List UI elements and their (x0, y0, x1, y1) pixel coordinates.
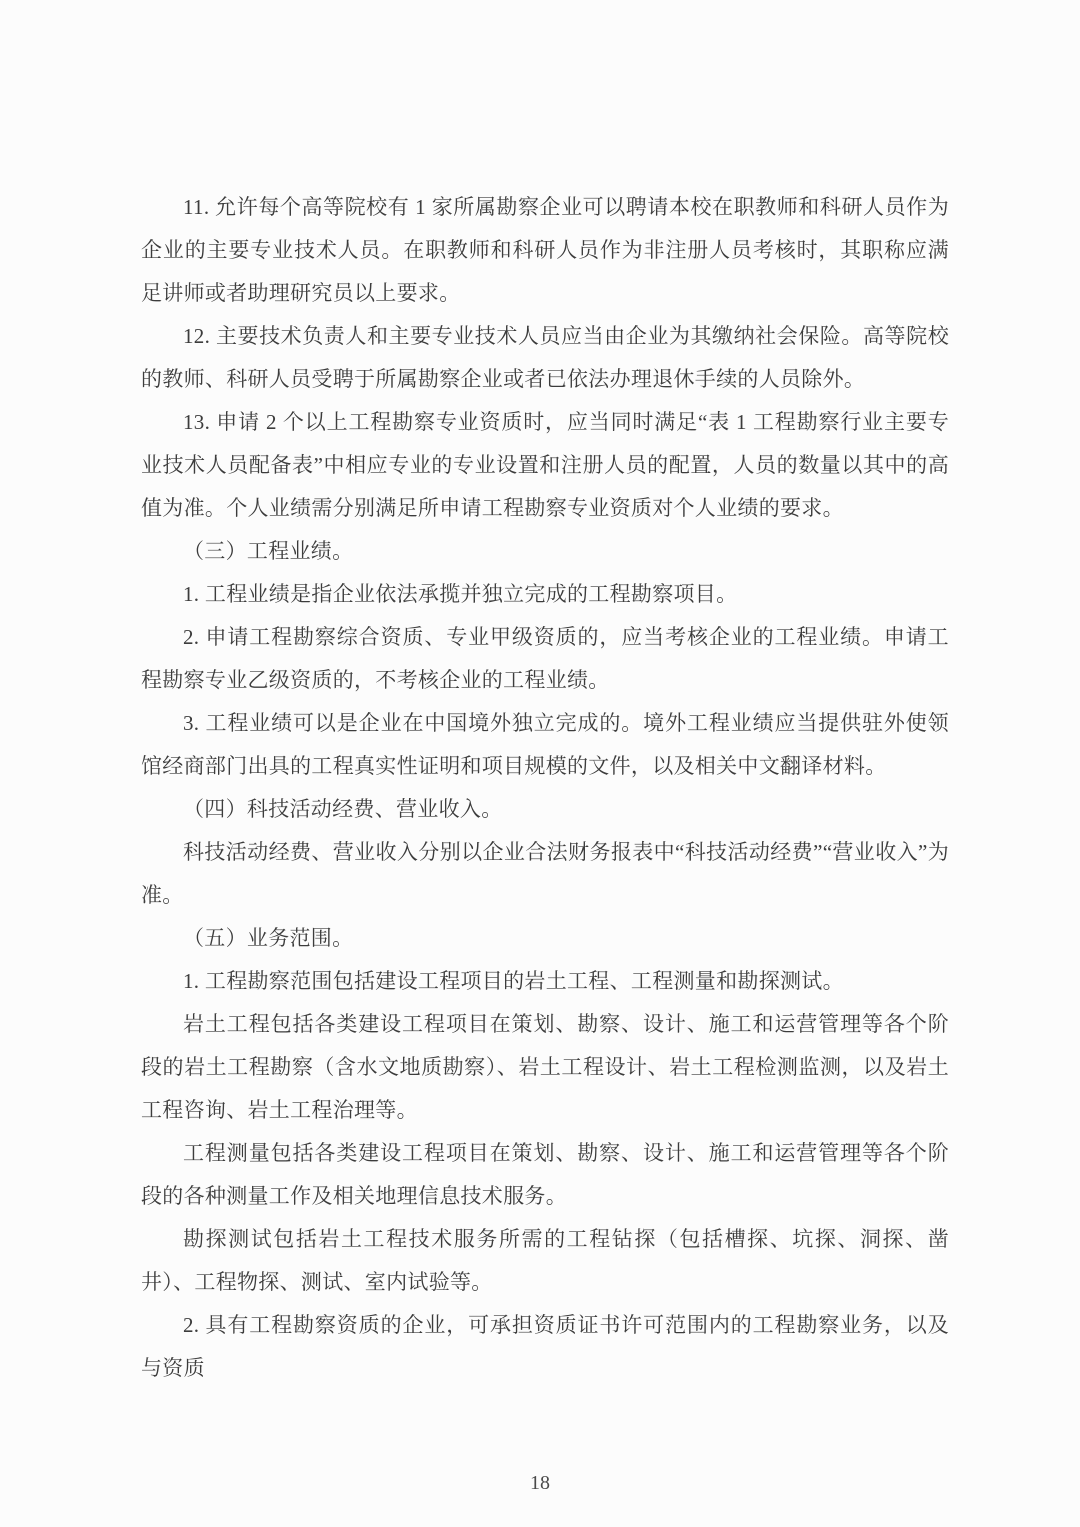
paragraph-item: 2. 具有工程勘察资质的企业，可承担资质证书许可范围内的工程勘察业务，以及与资质 (141, 1313, 949, 1380)
paragraph-item: 工程测量包括各类建设工程项目在策划、勘察、设计、施工和运营管理等各个阶段的各种测量工作及相关地理信息技术服务。 (141, 1141, 949, 1208)
paragraph-item: 科技活动经费、营业收入分别以企业合法财务报表中“科技活动经费”“营业收入”为准。 (141, 840, 949, 907)
page-footer (0, 1468, 1080, 1498)
paragraph-item-12: 12. 主要技术负责人和主要专业技术人员应当由企业为其缴纳社会保险。高等院校的教师、科研人员受聘于所属勘察企业或者已依法办理退休手续的人员除外。 (141, 324, 949, 391)
paragraph-item: 2. 申请工程勘察综合资质、专业甲级资质的，应当考核企业的工程业绩。申请工程勘察专业乙级资质的，不考核企业的工程业绩。 (141, 625, 949, 692)
section-heading-4: （四）科技活动经费、营业收入。 (183, 797, 503, 821)
paragraph-item: 勘探测试包括岩土工程技术服务所需的工程钻探（包括槽探、坑探、洞探、凿井）、工程物探、测试、室内试验等。 (141, 1227, 949, 1294)
paragraph-item-13: 13. 申请 2 个以上工程勘察专业资质时，应当同时满足“表 1 工程勘察行业主要专业技术人员配备表”中相应专业的专业设置和注册人员的配置，人员的数量以其中的高值为准。个人业绩需分别满足所申请工程勘察专业资质对个人业绩的要求。 (141, 410, 949, 520)
page-number: 18 (530, 1472, 550, 1494)
paragraph-item: 1. 工程业绩是指企业依法承揽并独立完成的工程勘察项目。 (183, 582, 738, 606)
section-heading-5: （五）业务范围。 (183, 926, 354, 950)
paragraph-item: 1. 工程勘察范围包括建设工程项目的岩土工程、工程测量和勘探测试。 (183, 969, 844, 993)
paragraph-item: 岩土工程包括各类建设工程项目在策划、勘察、设计、施工和运营管理等各个阶段的岩土工程勘察（含水文地质勘察）、岩土工程设计、岩土工程检测监测，以及岩土工程咨询、岩土工程治理等。 (141, 1012, 949, 1122)
paragraph-item: 3. 工程业绩可以是企业在中国境外独立完成的。境外工程业绩应当提供驻外使领馆经商部门出具的工程真实性证明和项目规模的文件，以及相关中文翻译材料。 (141, 711, 949, 778)
paragraph-item-11: 11. 允许每个高等院校有 1 家所属勘察企业可以聘请本校在职教师和科研人员作为企业的主要专业技术人员。在职教师和科研人员作为非注册人员考核时，其职称应满足讲师或者助理研究员以上要求。 (141, 195, 949, 305)
document-text-block (0, 186, 1080, 1390)
section-heading-3: （三）工程业绩。 (183, 539, 354, 563)
